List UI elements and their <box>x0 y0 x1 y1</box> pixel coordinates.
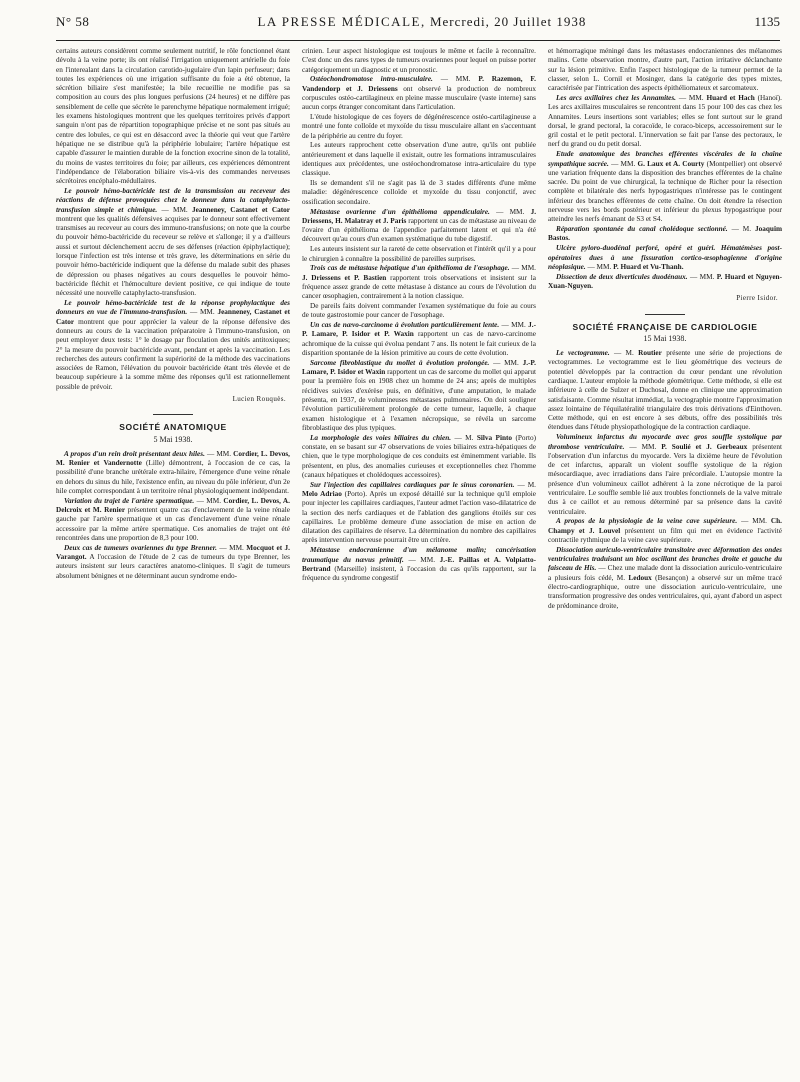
abstract-entry: Volumineux infarctus du myocarde avec gros souffle systolique par thrombose ventriculaire. — MM. P. Soulié et J. Gerbeaux présentent l'observation d'un infarctus du myocarde. Vers la dixième heure de l'évolution de cet infarctus, apparaît un violent souffle systolique de la région mésocardiaque, avec irradiations dans l'aire précordiale. L'autopsie montre la présence d'un volumineux caillot adhérent à la zone nécrotique de la paroi ventriculaire. Le souffle semble lié aux troubles fonctionnels de la valve mitrale dus à ce caillot et au remous déterminé par sa présence dans la cavité ventriculaire. <box>548 433 782 516</box>
abstract-entry: Le pouvoir hémo-bactéricide test de la transmission au receveur des réactions de défense provoquées chez le donneur dans la cataphylacto-transfusion simple et chimique. — MM. Jeanneney, Castanet et Cator montrent que les qualités défensives acquises par le donneur sont effectivement transmises au receveur au cours des immuno-transfusions; on note que la courbe du pouvoir hémo-bactéricide du receveur se relève et s'allonge; il y a d'ailleurs aussi et surtout déclenchement accru de ses défenses (réaction épiphylactique); lorsque l'infection est très intense et très grave, les déterminations en série du pouvoir hémo-bactéricide indiquent que la défense du malade subit des phases de dépression ou phases négatives au cours desquelles le pouvoir hémo-bactéricide fléchit et l'hémoculture devient positive, ce qui indique de toute nécessité une nouvelle cataphylacto-transfusion. <box>56 186 290 298</box>
abstract-entry: Métastase ovarienne d'un épithélioma appendiculaire. — MM. J. Driessens, H. Malatray et J. Paris rapportent un cas de métastase au niveau de l'ovaire d'un épithélioma de l'appendice parfaitement latent et qui n'a été découvert qu'au cours d'un examen systématique du tube digestif. <box>302 207 536 244</box>
abstract-entry: Le pouvoir hémo-bactéricide test de la réponse prophylactique des donneurs en vue de l'immuno-transfusion. — MM. Jeanneney, Castanet et Cator montrent que pour apprécier la valeur de la réponse défensive des donneurs au cours de la vaccination préparatoire à l'immuno-transfusion, on peut employer deux tests: 1° le dosage par floculation des unités antitoxiques; 2° la mesure du pouvoir bactéricide avant, pendant et après la vaccination. Les recherches des auteurs confirment la supériorité de la méthode des vaccinations associées de Ramon, l'élévation du pouvoir bactéricide étant très élevée et de beaucoup supérieure à la somme même des réponses qu'il est rationnellement possible de prévoir. <box>56 299 290 391</box>
abstract-body: présentent quatre cas d'enclavement de la veine rénale gauche par l'artère spermatique et un cas d'enclavement d'une veine rénale accessoire par la même artère spermatique. Ces anomalies de trajet ont été rencontrées dans une proportion de 8,3 pour 100. <box>56 506 290 543</box>
abstract-title: Sur l'injection des capillaires cardiaques par le sinus coronarien. <box>310 480 515 489</box>
abstract-title: Deux cas de tumeurs ovariennes du type Brenner. <box>64 543 217 552</box>
abstract-title: A propos d'un rein droit présentant deux hiles. <box>64 449 205 458</box>
abstract-entry: Les arcs axillaires chez les Annamites. — MM. Huard et Hach (Hanoï). Les arcs axillaires musculaires se rencontrent dans 15 pour 100 des cas chez les Annamites. Leurs insertions sont variables; elles se font surtout sur le grand dorsal, le grand pectoral, la coracoïde, le coraco-biceps, accessoirement sur le gril costal et le petit pectoral. L'innervation se fait par l'anse des pectoraux, le nerf du grand ou du petit dorsal. <box>548 93 782 149</box>
paragraph: certains auteurs considèrent comme seulement nutritif, le rôle fonctionnel étant dévolu à la veine porte; ils ont réalisé l'irrigation uniquement artérielle du foie en l'interealant dans la circulation carotido-jugulaire d'un lapin perfuseur; dans toutes les expériences où une irrigation suffisante du foie a été obtenue, la sécrétion biliaire s'est manifestée; la bile recueillie ne modifie pas sa composition au cours des plus longues perfusions (24 heures) et ne diffère pas sensiblement de celle que sécrète le parenchyme hépatique normalement irrigué; les examens histologiques montrent que les quelques territoires privés d'apport sanguin n'ont pas de répartition topographique précise et ne sont pas situés au centre des lobules, ce qui est en désaccord avec la théorie qui veut que l'artère hépatique ne se distribue qu'à la périphérie lobulaire; l'artère hépatique est capable d'assurer le maintien durable de la fonction exocrine sinon de la totalité, du moins de vastes territoires du foie; par ailleurs, ces expériences démontrent l'indépendance de l'élaboration biliaire vis-à-vis des commandes nerveuses sécrétoires encéphalo-médullaires. <box>56 47 290 186</box>
abstract-title: Variation du trajet de l'artère spermatique. <box>64 496 195 505</box>
paragraph: L'étude histologique de ces foyers de dégénérescence ostéo-cartilagineuse a montré une fonte colloïde et myxoïde du tissu musculaire allant en s'accentuant de la périphérie au centre du foyer. <box>302 113 536 140</box>
abstract-authors: Cordier, L. Devos, M. Renier et Vandernotte <box>56 449 290 468</box>
abstract-body: (Besançon) a observé sur un même tracé électro-cardiographique, outre une dissociation auriculo-ventriculaire, une transformation progressive des ondes ventriculaires, qui, ayant d'abord un aspect de prédominance droite, <box>548 573 782 610</box>
abstract-body: (Hanoï). Les arcs axillaires musculaires se rencontrent dans 15 pour 100 des cas chez les Annamites. Leurs insertions sont variables; elles se font surtout sur le grand dorsal, le grand pectoral, la coracoïde, le coraco-biceps, accessoirement sur le gril costal et le petit pectoral. L'innervation se fait par l'anse des pectoraux, le nerf du grand ou du petit dorsal. <box>548 93 782 149</box>
abstract-authors: J. Driessens, H. Malatray et J. Paris <box>302 207 536 225</box>
abstract-entry: Réparation spontanée du canal cholédoque sectionné. — M. Joaquim Bastos. <box>548 225 782 243</box>
abstract-entry: Ulcère pyloro-duodénal perforé, opéré et guéri. Hématémèses post-opératoires dues à une fissuration cortico-œsophagienne d'origine néoplasique. — MM. P. Huard et Vu-Thanh. <box>548 244 782 271</box>
abstract-authors: Jeanneney, Castanet et Cator <box>56 308 290 326</box>
abstract-body: présentent l'observation d'un infarctus du myocarde. Vers la dixième heure de l'évolution de cet infarctus, apparaît un violent souffle systolique de la région mésocardiaque, avec irradiations dans l'aire précordiale. L'autopsie montre la présence d'un volumineux caillot adhérent à la zone nécrotique de la paroi ventriculaire. Le souffle semble lié aux troubles fonctionnels de la valve mitrale dus à ce caillot et au remous déterminé par sa présence dans la cavité ventriculaire. <box>548 442 782 516</box>
abstract-body: A l'occasion de l'étude de 2 cas de tumeurs du type Brenner, les auteurs insistent sur leurs caractères anatomo-cliniques. Il s'agit de tumeurs absolument bénignes et ne déterminant aucun syndrome endo- <box>56 553 290 580</box>
page-number: 1135 <box>754 14 780 29</box>
abstract-title: La morphologie des voies biliaires du chien. <box>310 433 452 442</box>
abstract-authors: J.-E. Paillas et A. Volpiatto-Bertrand <box>302 555 536 573</box>
column-2 <box>302 47 536 1067</box>
abstract-entry: Sur l'injection des capillaires cardiaques par le sinus coronarien. — M. Melo Adriao (Porto). Après un exposé détaillé sur la technique qu'il emploie pour injecter les capillaires cardiaques, l'auteur admet l'action vaso-dilatatrice de la section des nerfs cardiaques et de l'ablation des ganglions étoilés sur ces capillaires. Le problème demeure d'une association de mise en action de dilatation des capillaires de réserve. La détermination du nombre des capillaires après intervention nerveuse pourrait être un critère. <box>302 480 536 545</box>
paragraph: Les auteurs insistent sur la rareté de cette observation et l'intérêt qu'il y a pour le chirurgien à connaître la possibilité de pareilles surprises. <box>302 245 536 263</box>
abstract-authors: Routier <box>638 349 662 358</box>
abstract-title: Les arcs axillaires chez les Annamites. <box>556 93 676 102</box>
abstract-body: rapportent un cas de nævo-carcinome achromique de la cuisse qui évolua pendant 7 ans. Ils notent le fait curieux de la disparition spontanée de la lésion primitive au cours de cette évolution. <box>302 330 536 357</box>
section-divider <box>645 314 685 315</box>
abstract-entry: La morphologie des voies biliaires du chien. — M. Silva Pinto (Porto) constate, en se basant sur 47 observations de voies biliaires extra-hépatiques de chien, que le type morphologique de ces conduits est éminemment variable. Ils présentent, en plus, des anomalies curieuses et exceptionnelles chez l'homme (canaux hépatiques et cholédoques accessoires). <box>302 433 536 479</box>
abstract-authors: Ledoux <box>628 573 652 582</box>
abstract-entry: Sarcome fibroblastique du mollet à évolution prolongée. — MM. J.-P. Lamare, P. Isidor et Waxin rapportent un cas de sarcome du mollet qui apparut pour la première fois en 1908 chez un homme de 24 ans; après de multiples récidives suivies d'exérèse puis, en définitive, d'une amputation, le malade présenta, en 1937, de volumineuses métastases pulmonaires. On doit souligner l'évolution particulièrement prolongée de cette tumeur, laquelle, à chaque examen histologique et à l'examen nécropsique, se révéla un sarcome fibroblastique des plus typiques. <box>302 358 536 432</box>
signature: Lucien Rouquès. <box>232 394 286 403</box>
abstract-authors: Huard et Hach <box>706 93 755 102</box>
abstract-authors: Jeanneney, Castanet et Cator <box>192 205 290 214</box>
paragraph: Ils se demandent s'il ne s'agit pas là de 3 stades différents d'une même maladie: dégénérescence colloïde et myxoïde du tissu conjonctif, avec ossification secondaire. <box>302 179 536 206</box>
abstract-body: présentent un film qui met en évidence l'activité contractile rythmique de la veine cave supérieure. <box>548 526 782 545</box>
abstract-title: Métastase ovarienne d'un épithélioma appendiculaire. <box>310 207 490 216</box>
section-divider <box>153 414 193 415</box>
abstract-authors: Joaquim Bastos. <box>548 225 782 243</box>
abstract-authors: J.-P. Lamare, P. Isidor et P. Waxin <box>302 321 536 339</box>
abstract-entry: Un cas de nævo-carcinome à évolution particulièrement lente. — MM. J.-P. Lamare, P. Isidor et P. Waxin rapportent un cas de nævo-carcinome achromique de la cuisse qui évolua pendant 7 ans. Ils notent le fait curieux de la disparition spontanée de la lésion primitive au cours de cette évolution. <box>302 321 536 357</box>
abstract-authors: Melo Adriao <box>302 489 342 498</box>
abstract-body: ont observé la production de nombreux corpuscules ostéo-cartilagineux en pleine masse musculaire (vaste interne) sans aucun corps étranger concomitant dans l'articulation. <box>302 84 537 112</box>
abstract-entry: Dissection de deux diverticules duodénaux. — MM. P. Huard et Nguyen-Xuan-Nguyen. <box>548 272 782 290</box>
abstract-title: A propos de la physiologie de la veine cave supérieure. <box>556 517 738 526</box>
abstract-body: rapportent un cas de métastase au niveau de l'ovaire d'un épithélioma de l'appendice parfaitement latent et qui n'a été découvert qu'au cours d'un examen systématique du tube digestif. <box>302 216 536 244</box>
abstract-entry: Métastase endocranienne d'un mélanome malin; cancérisation traumatique du nævus primitif. — MM. J.-E. Paillas et A. Volpiatto-Bertrand (Marseille) insistent, à l'occasion du cas qu'ils rapportent, sur la fréquence du syndrome congestif <box>302 546 536 583</box>
abstract-entry: Deux cas de tumeurs ovariennes du type Brenner. — MM. Mocquot et J. Varangot. A l'occasion de l'étude de 2 cas de tumeurs du type Brenner, les auteurs insistent sur leurs caractères anatomo-cliniques. Il s'agit de tumeurs absolument bénignes et ne déterminant aucun syndrome endo- <box>56 543 290 580</box>
abstract-title: Ostéochondromatose intra-musculaire. <box>310 75 433 84</box>
abstract-body: (Marseille) insistent, à l'occasion du cas qu'ils rapportent, sur la fréquence du syndrome congestif <box>302 564 536 583</box>
column-1 <box>56 47 290 1067</box>
paragraph: Les auteurs rapprochent cette observation d'une autre, qu'ils ont publiée antérieurement et dans laquelle il existait, outre les formations intramusculaires identiques aux précédentes, une ostéochondromatose intra-articulaire du type classique. <box>302 141 536 178</box>
abstract-entry: A propos d'un rein droit présentant deux hiles. — MM. Cordier, L. Devos, M. Renier et Vandernotte (Lille) démontrent, à l'occasion de ce cas, la possibilité d'une branche urétérale extra-hilaire, l'émergence d'une veine rénale en dehors du sinus du hile, l'existence enfin, au niveau du pôle inférieur, d'un 2e hile complet correspondant à un territoire rénal physiologiquement indépendant. <box>56 449 290 496</box>
abstract-title: Ulcère pyloro-duodénal perforé, opéré et guéri. Hématémèses post-opératoires dues à une fissuration cortico-œsophagienne d'origine néoplasique. <box>548 244 782 271</box>
abstract-authors: G. Laux et A. Courty <box>637 159 705 168</box>
paragraph: et hémorragique méningé dans les métastases endocraniennes des mélanomes malins. Cette observation montre, d'autre part, l'action irritative déclanchante sur la lésion primitive. Enfin l'aspect histologique de la tumeur permet de la classer, selon L. Cornil et Mosinger, dans la catégorie des types mixtes, caractérisée par l'intrication des aspects épithéliomateux et sarcomateux. <box>548 47 782 93</box>
abstract-body: (Porto) constate, en se basant sur 47 observations de voies biliaires extra-hépatiques de chien, que le type morphologique de ces conduits est éminemment variable. Ils présentent, en plus, des anomalies curieuses et exceptionnelles chez l'homme (canaux hépatiques et cholédoques accessoires). <box>302 433 536 479</box>
abstract-title: Le pouvoir hémo-bactéricide test de la réponse prophylactique des donneurs en vue de l'immuno-transfusion. <box>56 299 290 317</box>
abstract-authors: J.-P. Lamare, P. Isidor et Waxin <box>302 358 536 377</box>
abstract-entry: Trois cas de métastase hépatique d'un épithélioma de l'œsophage. — MM. J. Driessens et P. Bastien rapportent trois observations et insistent sur la fréquence assez grande de cette métastase à distance au cours de l'évolution du cancer œsophagien, contrairement à la notion classique. <box>302 264 536 301</box>
paragraph: crinien. Leur aspect histologique est toujours le même et facile à reconnaître. C'est donc un des rares types de tumeurs ovariennes pour lequel on puisse porter catégoriquement un diagnostic et un pronostic. <box>302 47 536 74</box>
abstract-authors: P. Huard et Nguyen-Xuan-Nguyen. <box>548 272 782 290</box>
abstract-authors: Silva Pinto <box>476 433 513 442</box>
signature: Pierre Isidor. <box>736 294 778 303</box>
page-header <box>56 14 780 38</box>
abstract-title: Trois cas de métastase hépatique d'un épithélioma de l'œsophage. <box>310 264 510 273</box>
abstract-entry: Dissociation auriculo-ventriculaire transitoire avec déformation des ondes ventriculaires traduisant un bloc oscillant des branches droite et gauche du faisceau de His. — Chez une malade dont la dissociation auriculo-ventriculaire a plusieurs fois cédé, M. Ledoux (Besançon) a observé sur un même tracé électro-cardiographique, outre une dissociation auriculo-ventriculaire, une transformation progressive des ondes ventriculaires, qui, ayant d'abord un aspect de prédominance droite, <box>548 545 782 610</box>
abstract-title: Réparation spontanée du canal cholédoque sectionné. <box>556 225 728 234</box>
text-columns <box>56 47 783 1067</box>
abstract-body: montrent que pour apprécier la valeur de la réponse défensive des donneurs au cours de la vaccination préparatoire à l'immuno-transfusion, on peut employer deux tests: 1° le dosage par floculation des unités antitoxiques; 2° la mesure du pouvoir bactéricide avant, pendant et après la vaccination. Les recherches des auteurs confirment la supériorité de la méthode des vaccinations associées de Ramon, l'élévation du pouvoir bactéricide étant très élevée et de beaucoup supérieure à la somme même des réponses qu'il est rationnellement possible de prévoir. <box>56 317 290 391</box>
abstract-authors: P. Razemon, F. Vandendorp et J. Driessens <box>302 75 536 93</box>
abstract-title: Le vectogramme. <box>556 349 610 358</box>
abstract-authors: Cordier, L. Devos, A. Delcroix et M. Renier <box>56 496 290 515</box>
abstract-body: (Montpellier) ont observé une variation fréquente dans la disposition des branches efférentes de la chaîne sacrée. Du point de vue chirurgical, la technique de Richer pour la résection complète et bilatérale des nerfs hypogastriques n'intéresse pas le contingent inférieur des branches efférentes de cette chaîne. On doit étendre la résection nerveuse vers les bords postérieur et inférieur du plexus hypogastrique pour atteindre les nerfs émanant de S3 et S4. <box>548 159 783 224</box>
abstract-title: Dissection de deux diverticules duodénaux. <box>556 272 688 281</box>
abstract-entry: A propos de la physiologie de la veine cave supérieure. — MM. Ch. Champy et J. Louvel présentent un film qui met en évidence l'activité contractile rythmique de la veine cave supérieure. <box>548 517 782 545</box>
abstract-title: Le pouvoir hémo-bactéricide test de la transmission au receveur des réactions de défense provoquées chez le donneur dans la cataphylacto-transfusion simple et chimique. <box>56 186 290 214</box>
abstract-entry: Ostéochondromatose intra-musculaire. — MM. P. Razemon, F. Vandendorp et J. Driessens ont observé la production de nombreux corpuscules ostéo-cartilagineux en pleine masse musculaire (vaste interne) sans aucun corps étranger concomitant dans l'articulation. <box>302 75 537 112</box>
abstract-entry: Etude anatomique des branches efférentes viscérales de la chaîne sympathique sacrée. — MM. G. Laux et A. Courty (Montpellier) ont observé une variation fréquente dans la disposition des branches efférentes de la chaîne sacrée. Du point de vue chirurgical, la technique de Richer pour la résection complète et bilatérale des nerfs hypogastriques n'intéresse pas le contingent inférieur des branches efférentes de cette chaîne. On doit étendre la résection nerveuse vers les bords postérieur et inférieur du plexus hypogastrique pour atteindre les nerfs émanant de S3 et S4. <box>548 150 783 224</box>
column-3 <box>548 47 782 1067</box>
abstract-body: présente une série de projections de vectogrammes. Le vectogramme est le lieu géométrique des vecteurs de potentiel développés par la contraction du cœur pendant une révolution cardiaque. L'auteur emploie la méthode géométrique. Cette méthode, si elle est inférieure à celle de Sulzer et Duchosal, donne en clinique une approximation satisfaisante. Comme résultat immédiat, la vectographie montre l'approximation assez lointaine de l'équilatéralité triangulaire des trois dérivations d'Einthoven. Cette méthode, qui en est encore à ses débuts, offre des possibilités très étendues dans l'étude physiopathologique de la contraction cardiaque. <box>548 349 782 432</box>
section-heading: SOCIÉTÉ ANATOMIQUE <box>119 422 227 433</box>
abstract-entry: Le vectogramme. — M. Routier présente une série de projections de vectogrammes. Le vectogramme est le lieu géométrique des vecteurs de potentiel développés par la contraction du cœur pendant une révolution cardiaque. L'auteur emploie la méthode géométrique. Cette méthode, si elle est inférieure à celle de Sulzer et Duchosal, donne en clinique une approximation satisfaisante. Comme résultat immédiat, la vectographie montre l'approximation assez lointaine de l'équilatéralité triangulaire des trois dérivations d'Einthoven. Cette méthode, qui en est encore à ses débuts, offre des possibilités très étendues dans l'étude physiopathologique de la contraction cardiaque. <box>548 349 782 432</box>
abstract-body: (Lille) démontrent, à l'occasion de ce cas, la possibilité d'une branche urétérale extra-hilaire, l'émergence d'une veine rénale en dehors du sinus du hile, l'existence enfin, au niveau du pôle inférieur, d'un 2e hile complet correspondant à un territoire rénal physiologiquement indépendant. <box>56 459 290 496</box>
abstract-authors: P. Soulié et J. Gerbeaux <box>661 442 748 451</box>
section-heading: SOCIÉTÉ FRANÇAISE DE CARDIOLOGIE <box>572 321 758 332</box>
issue-date: Mercredi, 20 Juillet 1938 <box>429 14 587 29</box>
issue-number: N° 58 <box>56 14 90 29</box>
abstract-entry: Variation du trajet de l'artère spermatique. — MM. Cordier, L. Devos, A. Delcroix et M. Renier présentent quatre cas d'enclavement de la veine rénale gauche par l'artère spermatique et un cas d'enclavement d'une veine rénale accessoire par la même artère spermatique. Ces anomalies de trajet ont été rencontrées dans une proportion de 8,3 pour 100. <box>56 496 290 543</box>
abstract-authors: Ch. Champy et J. Louvel <box>548 517 782 535</box>
abstract-body: rapportent un cas de sarcome du mollet qui apparut pour la première fois en 1908 chez un homme de 24 ans; après de multiples récidives suivies d'exérèse puis, en définitive, d'une amputation, le malade présenta, en 1937, de volumineuses métastases pulmonaires. On doit souligner l'évolution particulièrement prolongée de cette tumeur, laquelle, à chaque examen histologique et à l'examen nécropsique, se révéla un sarcome fibroblastique des plus typiques. <box>302 368 536 432</box>
paragraph: De pareils faits doivent commander l'examen systématique du foie au cours de toute gastrostomie pour cancer de l'œsophage. <box>302 302 536 320</box>
abstract-title: Etude anatomique des branches efférentes viscérales de la chaîne sympathique sacrée. <box>548 150 782 168</box>
section-date: 5 Mai 1938. <box>153 434 193 444</box>
abstract-title: Volumineux infarctus du myocarde avec gros souffle systolique par thrombose ventriculaire. <box>548 433 782 451</box>
header-rule <box>56 40 780 41</box>
abstract-authors: P. Huard et Vu-Thanh. <box>613 262 684 271</box>
journal-masthead <box>257 14 586 30</box>
abstract-body: montrent que les qualités défensives acquises par le donneur sont effectivement transmises au receveur au cours des immuno-transfusions; on note que la courbe du pouvoir hémo-bactéricide du receveur se relève et s'allonge; il y a d'ailleurs aussi et surtout déclenchement accru de ses défenses (réaction épiphylactique); lorsque l'infection est très intense et très grave, les déterminations en série du pouvoir hémo-bactéricide indiquent que la défense du malade subit des phases de dépression ou phases négatives au cours desquelles le pouvoir hémo-bactéricide fléchit et l'hémoculture devient positive, ce qui indique de toute nécessité une nouvelle cataphylacto-transfusion. <box>56 214 290 298</box>
journal-title: LA PRESSE MÉDICALE, <box>257 14 426 29</box>
abstract-authors: J. Driessens et P. Bastien <box>302 273 387 282</box>
abstract-title: Dissociation auriculo-ventriculaire transitoire avec déformation des ondes ventriculaires traduisant un bloc oscillant des branches droite et gauche du faisceau de His. <box>548 545 782 573</box>
abstract-body: rapportent trois observations et insistent sur la fréquence assez grande de cette métastase à distance au cours de l'évolution du cancer œsophagien, contrairement à la notion classique. <box>302 273 536 301</box>
abstract-authors: Mocquot et J. Varangot. <box>56 543 290 562</box>
abstract-title: Métastase endocranienne d'un mélanome malin; cancérisation traumatique du nævus primitif. <box>302 546 536 564</box>
abstract-body: (Porto). Après un exposé détaillé sur la technique qu'il emploie pour injecter les capillaires cardiaques, l'auteur admet l'action vaso-dilatatrice de la section des nerfs cardiaques et de l'ablation des ganglions étoilés sur ces capillaires. Le problème demeure d'une association de mise en action de dilatation des capillaires de réserve. La détermination du nombre des capillaires après intervention nerveuse pourrait être un critère. <box>302 489 536 545</box>
abstract-title: Sarcome fibroblastique du mollet à évolution prolongée. <box>310 358 490 367</box>
abstract-title: Un cas de nævo-carcinome à évolution particulièrement lente. <box>310 321 500 330</box>
section-date: 15 Mai 1938. <box>643 333 687 343</box>
